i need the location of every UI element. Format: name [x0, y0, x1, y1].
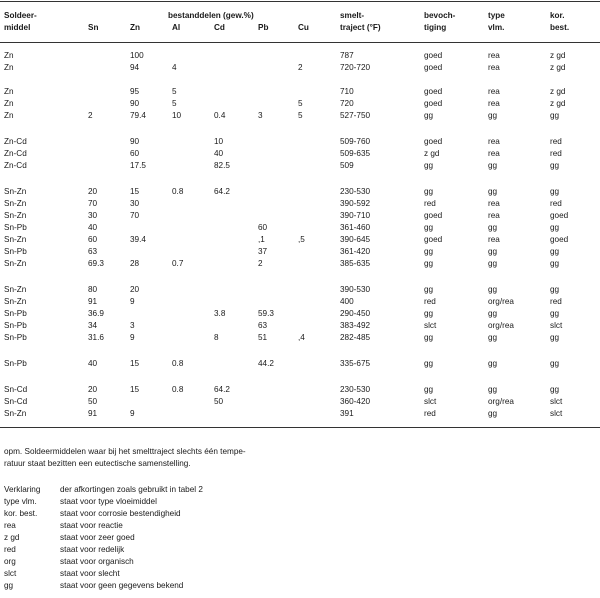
cell-cd: 8: [214, 333, 219, 342]
legend-abbreviation: gg: [4, 581, 14, 590]
cell-kor-best: z gd: [550, 63, 566, 72]
cell-zn: 70: [130, 211, 140, 220]
cell-soldeermiddel: Zn: [4, 51, 14, 60]
cell-cu: ,4: [298, 333, 305, 342]
cell-kor-best: z gd: [550, 87, 566, 96]
cell-type-vlm: gg: [488, 333, 498, 342]
header-cd: Cd: [214, 23, 225, 32]
table-bottom-rule: [0, 427, 600, 428]
cell-kor-best: gg: [550, 111, 560, 120]
cell-sn: 91: [88, 409, 98, 418]
cell-zn: 28: [130, 259, 140, 268]
cell-kor-best: red: [550, 149, 562, 158]
header-soldeermiddel-2: middel: [4, 23, 31, 32]
cell-cd: 0.4: [214, 111, 226, 120]
cell-soldeermiddel: Sn-Pb: [4, 247, 27, 256]
cell-kor-best: gg: [550, 187, 560, 196]
cell-bevochtiging: red: [424, 297, 436, 306]
cell-kor-best: slct: [550, 321, 563, 330]
header-pb: Pb: [258, 23, 269, 32]
cell-bevochtiging: gg: [424, 385, 434, 394]
legend-title-text: der afkortingen zoals gebruikt in tabel 2: [60, 485, 203, 494]
cell-zn: 30: [130, 199, 140, 208]
cell-sn: 50: [88, 397, 98, 406]
cell-soldeermiddel: Sn-Pb: [4, 333, 27, 342]
cell-bevochtiging: gg: [424, 223, 434, 232]
cell-soldeermiddel: Zn-Cd: [4, 137, 27, 146]
cell-cd: 40: [214, 149, 224, 158]
cell-type-vlm: gg: [488, 161, 498, 170]
cell-smelttraject: 527-750: [340, 111, 371, 120]
cell-soldeermiddel: Sn-Zn: [4, 211, 27, 220]
cell-bevochtiging: gg: [424, 161, 434, 170]
cell-type-vlm: gg: [488, 111, 498, 120]
cell-smelttraject: 282-485: [340, 333, 371, 342]
cell-zn: 9: [130, 409, 135, 418]
legend-description: staat voor corrosie bestendigheid: [60, 509, 181, 518]
cell-pb: 59.3: [258, 309, 274, 318]
cell-kor-best: red: [550, 137, 562, 146]
cell-kor-best: red: [550, 297, 562, 306]
cell-soldeermiddel: Zn: [4, 111, 14, 120]
cell-type-vlm: rea: [488, 87, 500, 96]
cell-al: 10: [172, 111, 182, 120]
legend-description: staat voor slecht: [60, 569, 120, 578]
cell-zn: 9: [130, 297, 135, 306]
legend-abbreviation: type vlm.: [4, 497, 37, 506]
cell-kor-best: gg: [550, 359, 560, 368]
cell-sn: 30: [88, 211, 98, 220]
cell-type-vlm: gg: [488, 285, 498, 294]
header-smelttraject-2: traject (°F): [340, 23, 381, 32]
cell-zn: 90: [130, 99, 140, 108]
cell-type-vlm: rea: [488, 51, 500, 60]
legend-abbreviation: slct: [4, 569, 17, 578]
cell-smelttraject: 390-710: [340, 211, 371, 220]
cell-smelttraject: 509: [340, 161, 354, 170]
cell-smelttraject: 720: [340, 99, 354, 108]
cell-bevochtiging: red: [424, 409, 436, 418]
cell-cd: 82.5: [214, 161, 230, 170]
cell-zn: 15: [130, 187, 140, 196]
cell-type-vlm: gg: [488, 187, 498, 196]
header-bevochtiging: bevoch-: [424, 11, 456, 20]
header-sn: Sn: [88, 23, 99, 32]
cell-bevochtiging: slct: [424, 397, 437, 406]
cell-type-vlm: org/rea: [488, 321, 514, 330]
cell-al: 0.8: [172, 187, 184, 196]
cell-soldeermiddel: Zn-Cd: [4, 149, 27, 158]
cell-cd: 3.8: [214, 309, 226, 318]
legend-title: Verklaring: [4, 485, 41, 494]
cell-kor-best: slct: [550, 397, 563, 406]
cell-bevochtiging: gg: [424, 259, 434, 268]
legend-abbreviation: org: [4, 557, 16, 566]
legend-description: staat voor reactie: [60, 521, 123, 530]
cell-zn: 94: [130, 63, 140, 72]
cell-soldeermiddel: Sn-Zn: [4, 259, 27, 268]
cell-kor-best: goed: [550, 211, 569, 220]
legend-abbreviation: z gd: [4, 533, 20, 542]
cell-cd: 10: [214, 137, 224, 146]
cell-zn: 17.5: [130, 161, 146, 170]
cell-al: 0.8: [172, 359, 184, 368]
footnote-line-2: ratuur staat bezitten een eutectische samenstelling.: [4, 459, 191, 468]
cell-smelttraject: 335-675: [340, 359, 371, 368]
legend-abbreviation: rea: [4, 521, 16, 530]
cell-type-vlm: org/rea: [488, 397, 514, 406]
cell-al: 5: [172, 87, 177, 96]
cell-type-vlm: rea: [488, 63, 500, 72]
cell-zn: 15: [130, 359, 140, 368]
cell-soldeermiddel: Sn-Zn: [4, 187, 27, 196]
cell-smelttraject: 787: [340, 51, 354, 60]
cell-sn: 40: [88, 223, 98, 232]
cell-pb: 2: [258, 259, 263, 268]
cell-smelttraject: 720-720: [340, 63, 371, 72]
cell-bevochtiging: gg: [424, 247, 434, 256]
cell-soldeermiddel: Sn-Pb: [4, 321, 27, 330]
cell-smelttraject: 290-450: [340, 309, 371, 318]
legend-abbreviation: kor. best.: [4, 509, 38, 518]
cell-soldeermiddel: Sn-Cd: [4, 385, 28, 394]
cell-sn: 80: [88, 285, 98, 294]
cell-cu: 5: [298, 111, 303, 120]
cell-type-vlm: rea: [488, 199, 500, 208]
cell-kor-best: gg: [550, 309, 560, 318]
cell-soldeermiddel: Zn: [4, 99, 14, 108]
legend-description: staat voor geen gegevens bekend: [60, 581, 184, 590]
cell-kor-best: gg: [550, 223, 560, 232]
cell-pb: 51: [258, 333, 268, 342]
cell-bevochtiging: gg: [424, 359, 434, 368]
cell-sn: 2: [88, 111, 93, 120]
header-zn: Zn: [130, 23, 141, 32]
cell-zn: 60: [130, 149, 140, 158]
cell-soldeermiddel: Sn-Pb: [4, 223, 27, 232]
cell-kor-best: gg: [550, 285, 560, 294]
cell-al: 0.7: [172, 259, 184, 268]
cell-cu: 2: [298, 63, 303, 72]
cell-bevochtiging: gg: [424, 285, 434, 294]
legend-description: staat voor organisch: [60, 557, 134, 566]
cell-zn: 100: [130, 51, 144, 60]
cell-sn: 36.9: [88, 309, 104, 318]
cell-smelttraject: 390-645: [340, 235, 371, 244]
cell-smelttraject: 385-635: [340, 259, 371, 268]
cell-bevochtiging: goed: [424, 63, 443, 72]
cell-zn: 39.4: [130, 235, 146, 244]
cell-soldeermiddel: Sn-Pb: [4, 309, 27, 318]
cell-bevochtiging: goed: [424, 51, 443, 60]
cell-sn: 20: [88, 385, 98, 394]
cell-al: 4: [172, 63, 177, 72]
cell-pb: 63: [258, 321, 268, 330]
header-kor: kor.: [550, 11, 565, 20]
cell-bevochtiging: z gd: [424, 149, 440, 158]
cell-bevochtiging: goed: [424, 211, 443, 220]
cell-type-vlm: org/rea: [488, 297, 514, 306]
cell-kor-best: gg: [550, 385, 560, 394]
header-bestanddelen: bestanddelen (gew.%): [168, 11, 254, 20]
cell-type-vlm: rea: [488, 149, 500, 158]
header-kor-2: best.: [550, 23, 570, 32]
cell-sn: 40: [88, 359, 98, 368]
cell-bevochtiging: gg: [424, 111, 434, 120]
cell-al: 0.8: [172, 385, 184, 394]
cell-soldeermiddel: Sn-Zn: [4, 297, 27, 306]
header-type: type: [488, 11, 505, 20]
cell-pb: 60: [258, 223, 268, 232]
header-soldeermiddel: Soldeer-: [4, 11, 37, 20]
cell-soldeermiddel: Zn: [4, 63, 14, 72]
cell-smelttraject: 400: [340, 297, 354, 306]
cell-zn: 9: [130, 333, 135, 342]
cell-bevochtiging: goed: [424, 99, 443, 108]
cell-zn: 79.4: [130, 111, 146, 120]
cell-soldeermiddel: Sn-Pb: [4, 359, 27, 368]
cell-cd: 50: [214, 397, 224, 406]
cell-type-vlm: gg: [488, 223, 498, 232]
cell-kor-best: gg: [550, 333, 560, 342]
cell-bevochtiging: goed: [424, 87, 443, 96]
header-type-2: vlm.: [488, 23, 505, 32]
cell-zn: 20: [130, 285, 140, 294]
cell-bevochtiging: goed: [424, 235, 443, 244]
cell-smelttraject: 230-530: [340, 187, 371, 196]
cell-cd: 64.2: [214, 385, 230, 394]
cell-type-vlm: rea: [488, 99, 500, 108]
cell-type-vlm: rea: [488, 235, 500, 244]
cell-type-vlm: gg: [488, 247, 498, 256]
cell-smelttraject: 230-530: [340, 385, 371, 394]
cell-sn: 20: [88, 187, 98, 196]
cell-bevochtiging: slct: [424, 321, 437, 330]
cell-type-vlm: gg: [488, 409, 498, 418]
cell-soldeermiddel: Zn: [4, 87, 14, 96]
cell-kor-best: goed: [550, 235, 569, 244]
cell-kor-best: slct: [550, 409, 563, 418]
cell-sn: 60: [88, 235, 98, 244]
cell-soldeermiddel: Sn-Zn: [4, 285, 27, 294]
cell-type-vlm: rea: [488, 211, 500, 220]
cell-bevochtiging: gg: [424, 309, 434, 318]
cell-pb: 37: [258, 247, 268, 256]
cell-smelttraject: 391: [340, 409, 354, 418]
legend-description: staat voor type vloeimiddel: [60, 497, 157, 506]
cell-kor-best: red: [550, 199, 562, 208]
cell-smelttraject: 360-420: [340, 397, 371, 406]
header-smelttraject: smelt-: [340, 11, 365, 20]
cell-sn: 69.3: [88, 259, 104, 268]
cell-pb: 44.2: [258, 359, 274, 368]
cell-sn: 63: [88, 247, 98, 256]
cell-cu: ,5: [298, 235, 305, 244]
cell-type-vlm: gg: [488, 359, 498, 368]
cell-kor-best: z gd: [550, 99, 566, 108]
cell-sn: 31.6: [88, 333, 104, 342]
cell-al: 5: [172, 99, 177, 108]
cell-zn: 3: [130, 321, 135, 330]
cell-smelttraject: 509-760: [340, 137, 371, 146]
cell-type-vlm: gg: [488, 259, 498, 268]
cell-soldeermiddel: Sn-Zn: [4, 409, 27, 418]
cell-pb: 3: [258, 111, 263, 120]
header-cu: Cu: [298, 23, 309, 32]
legend-description: staat voor zeer goed: [60, 533, 135, 542]
cell-bevochtiging: goed: [424, 137, 443, 146]
cell-kor-best: gg: [550, 259, 560, 268]
cell-zn: 90: [130, 137, 140, 146]
cell-bevochtiging: red: [424, 199, 436, 208]
cell-kor-best: gg: [550, 161, 560, 170]
cell-soldeermiddel: Zn-Cd: [4, 161, 27, 170]
cell-bevochtiging: gg: [424, 333, 434, 342]
cell-smelttraject: 390-592: [340, 199, 371, 208]
cell-soldeermiddel: Sn-Zn: [4, 235, 27, 244]
header-bevochtiging-2: tiging: [424, 23, 447, 32]
cell-type-vlm: rea: [488, 137, 500, 146]
cell-smelttraject: 390-530: [340, 285, 371, 294]
cell-type-vlm: gg: [488, 385, 498, 394]
legend-description: staat voor redelijk: [60, 545, 125, 554]
legend-abbreviation: red: [4, 545, 16, 554]
cell-bevochtiging: gg: [424, 187, 434, 196]
cell-smelttraject: 710: [340, 87, 354, 96]
cell-smelttraject: 361-420: [340, 247, 371, 256]
cell-pb: ,1: [258, 235, 265, 244]
cell-cu: 5: [298, 99, 303, 108]
cell-cd: 64.2: [214, 187, 230, 196]
footnote-line-1: opm. Soldeermiddelen waar bij het smelttraject slechts één tempe-: [4, 447, 246, 456]
cell-sn: 70: [88, 199, 98, 208]
cell-smelttraject: 361-460: [340, 223, 371, 232]
cell-soldeermiddel: Sn-Cd: [4, 397, 28, 406]
cell-smelttraject: 509-635: [340, 149, 371, 158]
cell-zn: 95: [130, 87, 140, 96]
cell-type-vlm: gg: [488, 309, 498, 318]
cell-kor-best: gg: [550, 247, 560, 256]
cell-smelttraject: 383-492: [340, 321, 371, 330]
cell-soldeermiddel: Sn-Zn: [4, 199, 27, 208]
cell-sn: 91: [88, 297, 98, 306]
cell-kor-best: z gd: [550, 51, 566, 60]
header-al: Al: [172, 23, 181, 32]
cell-zn: 15: [130, 385, 140, 394]
cell-sn: 34: [88, 321, 98, 330]
